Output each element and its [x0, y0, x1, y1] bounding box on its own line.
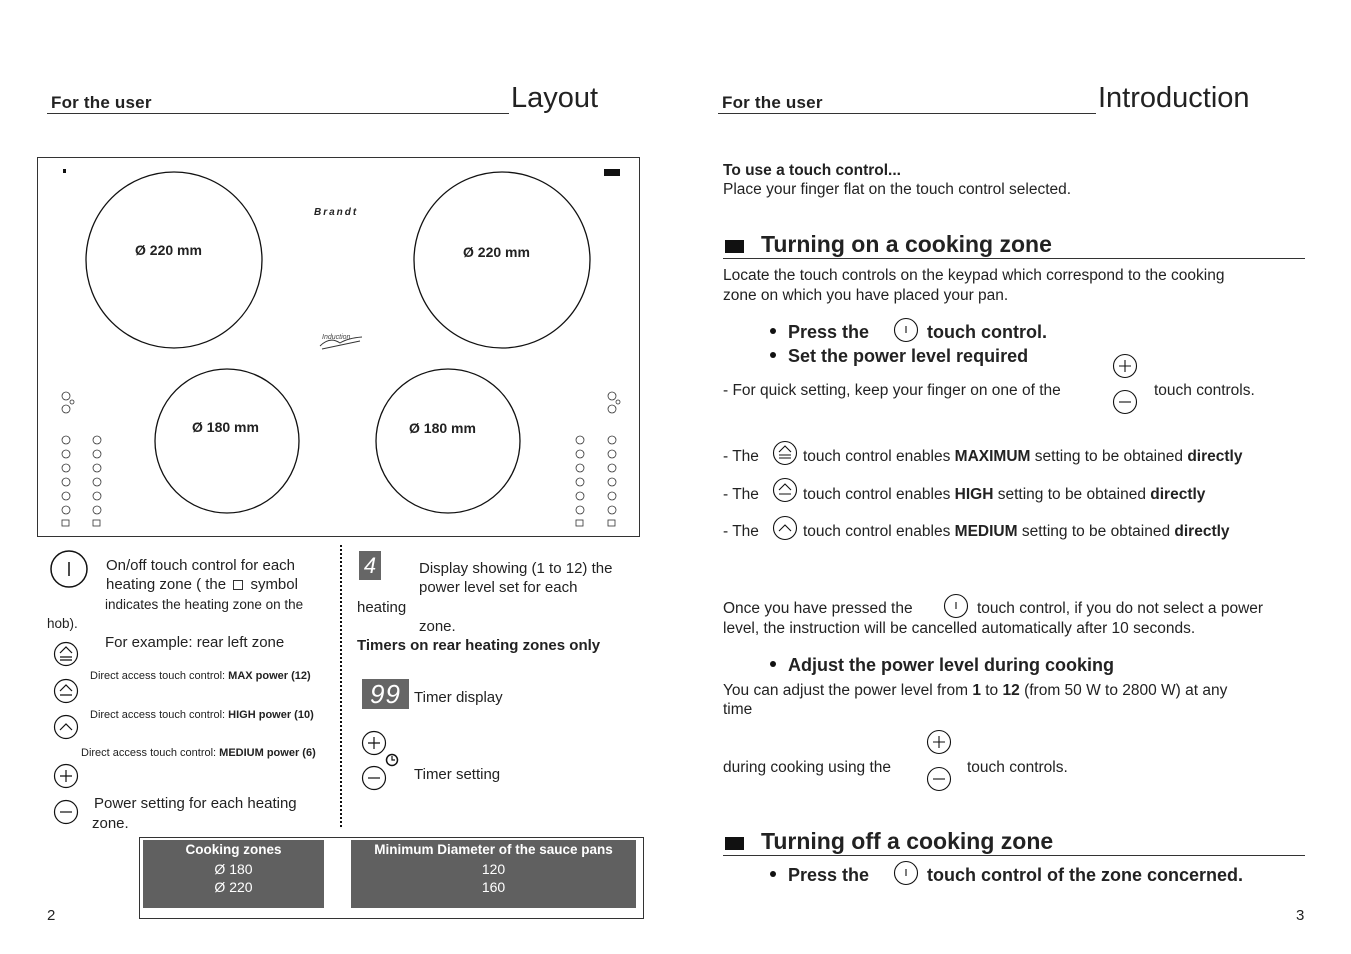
zone-label-rear-left: Ø 220 mm: [135, 242, 202, 258]
bullet-dot: [770, 661, 776, 667]
hob-diagram: [37, 157, 640, 537]
touch-title: To use a touch control...: [723, 162, 901, 179]
medium-line-pre: - The: [723, 523, 759, 540]
bullet-press-off-pre: Press the: [788, 865, 870, 885]
table-cell-zone-2: Ø 220: [214, 879, 253, 895]
max-line-mid: touch control enables: [803, 448, 951, 465]
zone-label-front-left: Ø 180 mm: [192, 419, 259, 435]
timer-setting-label: Timer setting: [414, 766, 501, 783]
table-cell-zone-1: Ø 180: [214, 861, 253, 877]
table-cell-diameter-1: 120: [481, 861, 506, 877]
cooking-zone-front-left: [155, 369, 299, 513]
right-page-number: 3: [1296, 907, 1305, 924]
quick-setting-pre: - For quick setting, keep your finger on one of the: [723, 382, 1061, 399]
brand-logo: Brandt: [314, 207, 359, 218]
high-power-desc-pre: Direct access touch control:: [90, 709, 229, 721]
high-line-pre: - The: [723, 486, 759, 503]
high-line-mid: touch control enables: [803, 486, 951, 503]
control-keypad-left: [62, 392, 101, 526]
minus-icon-quick: [1112, 389, 1138, 415]
once-post: touch control, if you do not select a power: [977, 600, 1264, 617]
left-page-number: 2: [47, 907, 56, 924]
max-power-desc-bold: MAX power (12): [228, 670, 311, 682]
timer-minus-icon: [361, 765, 387, 791]
timer-indicator-icon: [604, 169, 620, 176]
timer-clock-icon: [385, 753, 399, 767]
onoff-desc-line3: indicates the heating zone on the: [105, 597, 304, 612]
cooking-zone-rear-right: [414, 172, 590, 348]
bullet-press-pre: Press the: [788, 322, 870, 342]
example-text: For example: rear left zone: [105, 634, 285, 651]
right-header-section: For the user: [722, 93, 823, 112]
cooking-zone-front-right: [376, 369, 520, 513]
adjust-post: (from 50 W to 2800 W) at any: [1024, 682, 1228, 699]
legend-divider: [340, 545, 342, 827]
plus-icon-during: [926, 729, 952, 755]
high-line-bold: HIGH: [954, 486, 994, 503]
bullet-press-post: touch control.: [927, 322, 1047, 342]
medium-power-icon: [53, 714, 79, 740]
bullet-press-off-post: touch control of the zone concerned.: [927, 865, 1244, 885]
medium-line-directly: directly: [1174, 523, 1230, 540]
adjust-pre: You can adjust the power level from: [723, 682, 968, 699]
medium-line-post: setting to be obtained: [1021, 523, 1171, 540]
display-desc-line4: zone.: [419, 618, 456, 635]
onoff-desc-line4: hob).: [47, 616, 78, 631]
display-desc-line3: heating: [357, 599, 407, 616]
display-desc-line1: Display showing (1 to 12) the: [419, 560, 613, 577]
cooking-zone-rear-left: [86, 172, 262, 348]
medium-power-desc: [81, 746, 316, 760]
high-line-text: [803, 485, 1205, 505]
table-col-min-diameter: [351, 840, 636, 908]
table-col-cooking-zones: [143, 840, 324, 908]
table-header-min-diameter: Minimum Diameter of the sauce pans: [374, 842, 613, 857]
high-power-desc-bold: HIGH power (10): [228, 709, 314, 721]
medium-power-icon-inline: [772, 515, 798, 541]
section1-title: Turning on a cooking zone: [761, 231, 1052, 257]
bullet-press-onoff: [770, 322, 869, 343]
right-page-title: Introduction: [1098, 82, 1250, 114]
right-header-rule: [718, 113, 1096, 114]
display-desc-line2: power level set for each: [419, 579, 578, 596]
medium-line-bold: MEDIUM: [954, 523, 1018, 540]
adjust-line2: time: [723, 701, 753, 718]
left-header-rule: [47, 113, 509, 114]
high-line-post: setting to be obtained: [997, 486, 1146, 503]
onoff-icon-once: [943, 593, 969, 619]
touch-text: Place your finger flat on the touch control selected.: [723, 181, 1072, 198]
timer-display-icon: 99: [362, 679, 409, 709]
minus-icon: [53, 799, 79, 825]
left-page-title: Layout: [511, 82, 599, 114]
section1-rule: [723, 258, 1305, 259]
timers-title: Timers on rear heating zones only: [357, 637, 601, 654]
onoff-desc-line2a: heating zone ( the: [106, 576, 227, 593]
power-setting-line2: zone.: [92, 815, 129, 832]
max-line-directly: directly: [1187, 448, 1243, 465]
table-header-cooking-zones: Cooking zones: [185, 842, 282, 857]
onoff-icon-inline: [893, 317, 919, 343]
high-power-icon: [53, 678, 79, 704]
onoff-desc-line2: [106, 575, 298, 595]
bullet-press-off: [770, 865, 869, 886]
during-post: touch controls.: [967, 759, 1068, 776]
adjust-min: 1: [972, 682, 981, 699]
timer-display-label: Timer display: [414, 689, 503, 706]
high-power-desc: [90, 708, 314, 722]
adjust-to: to: [985, 682, 999, 699]
high-line-directly: directly: [1150, 486, 1206, 503]
bullet-set-power: [770, 346, 1028, 367]
max-power-icon: [53, 641, 79, 667]
plus-icon: [53, 763, 79, 789]
section1-text-line1: Locate the touch controls on the keypad which correspond to the cooking: [723, 267, 1225, 284]
minus-icon-during: [926, 766, 952, 792]
left-header-section: For the user: [51, 93, 152, 112]
table-cell-diameter-2: 160: [481, 879, 506, 895]
max-line-post: setting to be obtained: [1034, 448, 1183, 465]
bullet-dot: [770, 871, 776, 877]
once-line2: level, the instruction will be cancelled automatically after 10 seconds.: [723, 620, 1196, 637]
bullet-adjust-power: [770, 655, 1114, 676]
medium-power-desc-pre: Direct access touch control:: [81, 747, 220, 759]
high-power-icon-inline: [772, 477, 798, 503]
max-power-icon-inline: [772, 440, 798, 466]
timer-plus-icon: [361, 730, 387, 756]
max-line-bold: MAXIMUM: [954, 448, 1031, 465]
zone-label-front-right: Ø 180 mm: [409, 420, 476, 436]
onoff-icon-off: [893, 860, 919, 886]
once-pre: Once you have pressed the: [723, 600, 913, 617]
onoff-desc-line2b: symbol: [250, 576, 298, 593]
medium-power-desc-bold: MEDIUM power (6): [219, 747, 316, 759]
plus-icon-quick: [1112, 353, 1138, 379]
medium-line-mid: touch control enables: [803, 523, 951, 540]
max-line-pre: - The: [723, 448, 759, 465]
bullet-dot: [770, 328, 776, 334]
section1-square-icon: [725, 240, 744, 253]
induction-script-logo: Induction: [322, 334, 351, 341]
bullet-dot: [770, 352, 776, 358]
power-setting-line1: Power setting for each heating: [94, 795, 297, 812]
zone-label-rear-right: Ø 220 mm: [463, 244, 530, 260]
bullet-set-power-text: Set the power level required: [788, 346, 1029, 366]
section1-text-line2: zone on which you have placed your pan.: [723, 287, 1009, 304]
power-display-icon: 4: [359, 551, 381, 580]
section2-square-icon: [725, 837, 744, 850]
medium-line-text: [803, 522, 1230, 542]
max-power-desc: [90, 669, 311, 683]
zone-symbol-icon: [233, 580, 243, 590]
during-pre: during cooking using the: [723, 759, 892, 776]
quick-setting-post: touch controls.: [1154, 382, 1255, 399]
section2-title: Turning off a cooking zone: [761, 828, 1054, 854]
adjust-max: 12: [1002, 682, 1020, 699]
bullet-adjust-power-text: Adjust the power level during cooking: [788, 655, 1115, 675]
max-line-text: [803, 447, 1242, 467]
adjust-line1: [723, 681, 1227, 701]
section2-rule: [723, 855, 1305, 856]
max-power-desc-pre: Direct access touch control:: [90, 670, 229, 682]
onoff-desc-line1: On/off touch control for each: [106, 557, 296, 574]
corner-mark-icon: [63, 169, 66, 173]
onoff-icon: [49, 549, 89, 589]
control-keypad-right: [576, 392, 620, 526]
